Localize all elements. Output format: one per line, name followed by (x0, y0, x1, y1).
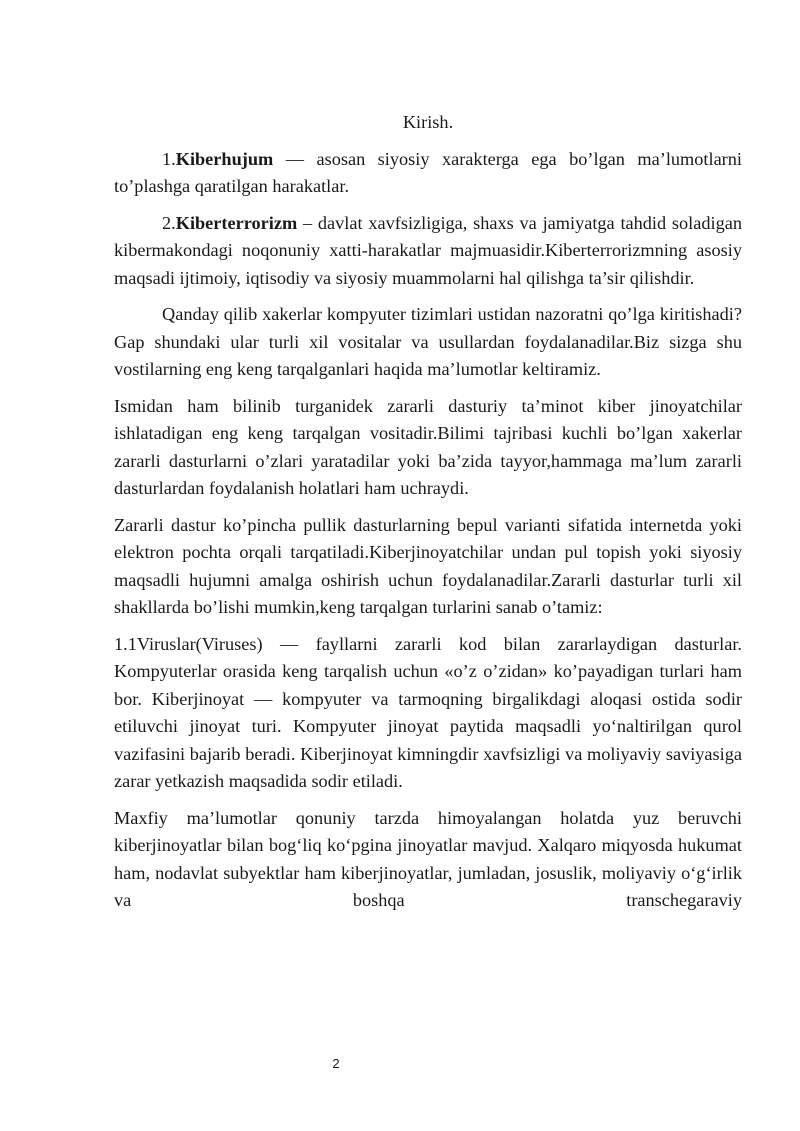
item-term: Kiberterrorizm (175, 212, 298, 233)
page-title: Kirish. (402, 112, 454, 132)
body-paragraph: 1.1Viruslar(Viruses) — fayllarni zararli kod bilan zararlaydigan dasturlar. Kompyuterlar orasida keng tarqalish uchun «o’z o’zidan» ko’payadigan turlari ham bor. Kiberjinoyat — kompyuter va tarmoqning birgalikdagi aloqasi ostida sodir etiluvchi jinoyat turi. Kompyuter jinoyat paytida maqsadli yo‘naltirilgan qurol vazifasini bajarib beradi. Kiberjinoyat kimningdir xavfsizligi va moliyaviy saviyasiga zarar yetkazish maqsadida sodir etiladi. (114, 633, 742, 791)
definition-item-1 (114, 146, 742, 201)
body-paragraph: Maxfiy ma’lumotlar qonuniy tarzda himoyalangan holatda yuz beruvchi kiberjinoyatlar bilan bog‘liq ko‘pgina jinoyatlar mavjud. Xalqaro miqyosda hukumat ham, nodavlat subyektlar ham kiberjinoyatlar, jumladan, josuslik, moliyaviy o‘g‘irlik va boshqa transchegaraviy (114, 807, 742, 910)
item-term: Kiberhujum (175, 148, 274, 169)
body-paragraph: Ismidan ham bilinib turganidek zararli dasturiy ta’minot kiber jinoyatchilar ishlatadigan eng keng tarqalgan vositadir.Bilimi tajribasi kuchli bo’lgan xakerlar zararli dasturlarni o’zlari yaratadilar yoki ba’zida tayyor,hammaga ma’lum zararli dasturlardan foydalanish holatlari ham uchraydi. (114, 395, 742, 498)
document-body (114, 109, 742, 924)
item-number: 1. (162, 148, 176, 169)
item-number: 2. (162, 212, 176, 233)
item-definition: – davlat xavfsizligiga, shaxs va jamiyatga tahdid soladigan kibermakondagi noqonuniy xatti-harakatlar majmuasidir.Kiberterrorizmning asosiy maqsadi ijtimoiy, iqtisodiy va siyosiy muammolarni hal qilishga ta’sir qilishdir. (114, 212, 742, 288)
item-definition: — asosan siyosiy xarakterga ega bo’lgan ma’lumotlarni to’plashga qaratilgan harakatlar. (114, 148, 742, 196)
definition-item-2 (114, 210, 742, 293)
body-paragraph: Qanday qilib xakerlar kompyuter tizimlari ustidan nazoratni qo’lga kiritishadi? Gap shundaki ular turli xil vositalar va usullardan foydalanadilar.Biz sizga shu vostilarning eng keng tarqalganlari haqida ma’lumotlar keltiramiz. (114, 304, 742, 379)
page-number: 2 (332, 1056, 340, 1071)
body-paragraph: Zararli dastur ko’pincha pullik dasturlarning bepul varianti sifatida internetda yoki elektron pochta orqali tarqatiladi.Kiberjinoyatchilar undan pul topish yoki siyosiy maqsadli hujumni amalga oshirish uchun foydalanadilar.Zararli dasturlar turli xil shakllarda bo’lishi mumkin,keng tarqalgan turlarini sanab o’tamiz: (114, 514, 742, 617)
